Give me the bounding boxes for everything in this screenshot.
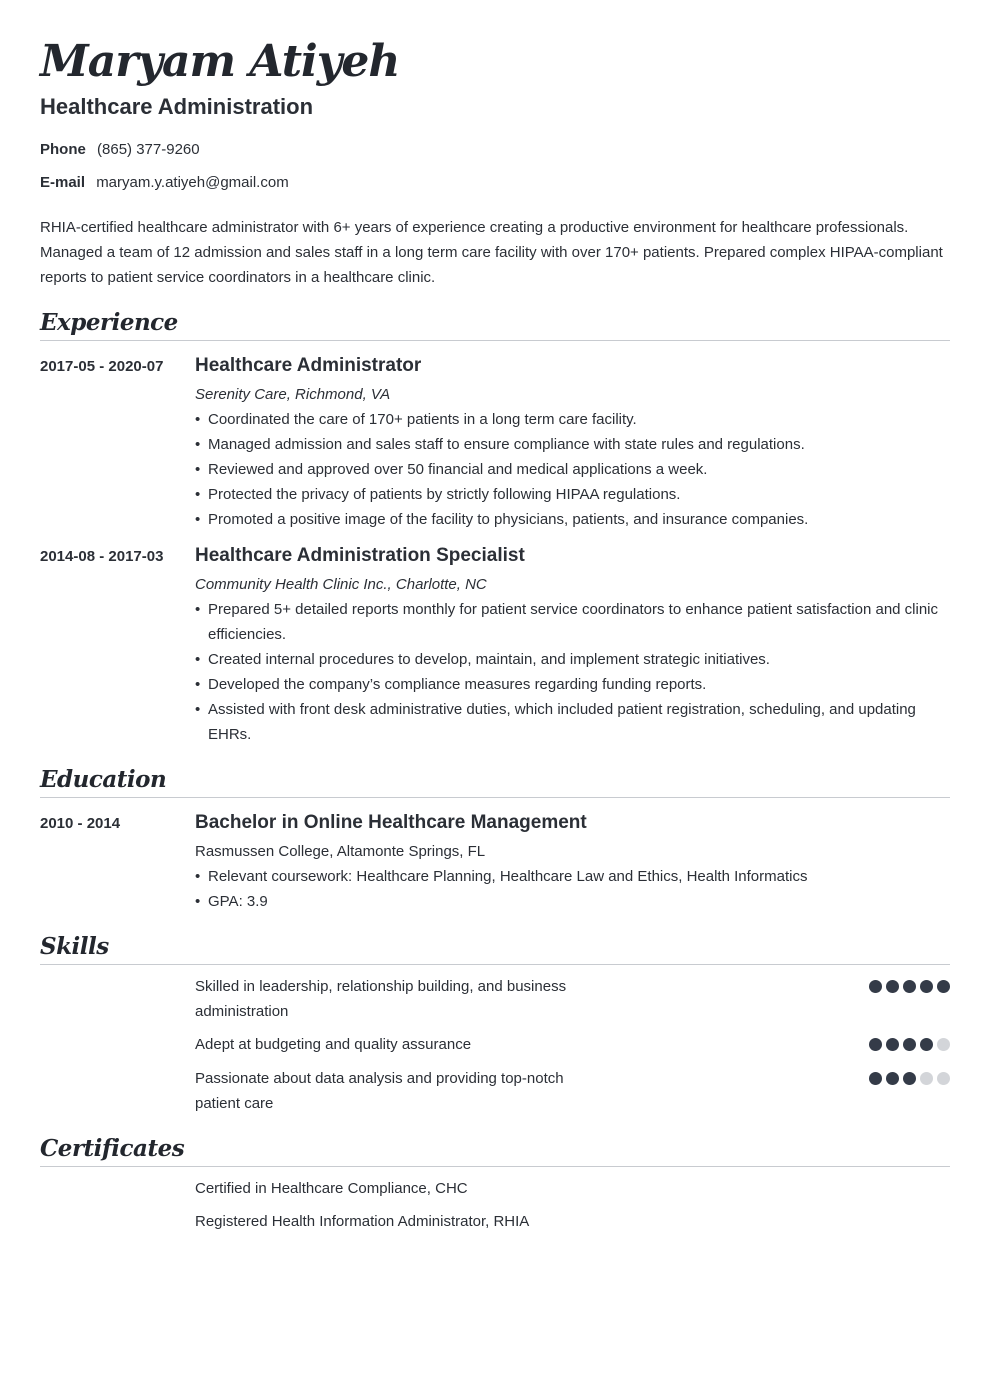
- skills-heading: [40, 930, 950, 965]
- list-item: • Relevant coursework: Healthcare Planning, Healthcare Law and Ethics, Health Informatics: [195, 864, 950, 889]
- education-body: [195, 812, 950, 914]
- list-item: • Promoted a positive image of the facility to physicians, patients, and insurance companies.: [195, 507, 950, 532]
- job-title: Healthcare Administration Specialist: [195, 545, 525, 566]
- rating-dot-filled: [886, 1038, 899, 1051]
- phone-label: Phone: [40, 141, 86, 158]
- employer: Serenity Care, Richmond, VA: [195, 386, 391, 403]
- responsibilities-list: [195, 597, 950, 747]
- degree-title: Bachelor in Online Healthcare Management: [195, 812, 587, 833]
- list-item: • Reviewed and approved over 50 financial and medical applications a week.: [195, 457, 950, 482]
- phone-row: [40, 141, 200, 159]
- experience-body: [195, 545, 950, 747]
- skill-rating: [869, 980, 950, 993]
- candidate-name: Maryam Atiyeh: [40, 36, 400, 87]
- certificates-heading: [40, 1132, 950, 1167]
- rating-dot-filled: [903, 980, 916, 993]
- experience-dates: 2014-08 - 2017-03: [40, 548, 164, 565]
- rating-dot-filled: [869, 980, 882, 993]
- list-item: • Assisted with front desk administrative duties, which included patient registration, scheduling, and updating EHRs.: [195, 697, 950, 747]
- experience-heading-text: Experience: [40, 309, 178, 336]
- experience-dates: 2017-05 - 2020-07: [40, 358, 164, 375]
- rating-dot-filled: [869, 1072, 882, 1085]
- skill-rating: [869, 1072, 950, 1085]
- skill-row: [195, 1032, 950, 1057]
- employer: Community Health Clinic Inc., Charlotte, NC: [195, 576, 487, 593]
- list-item: • Protected the privacy of patients by strictly following HIPAA regulations.: [195, 482, 950, 507]
- skills-heading-text: Skills: [40, 933, 109, 960]
- education-dates: 2010 - 2014: [40, 815, 121, 832]
- list-item: • Created internal procedures to develop, maintain, and implement strategic initiatives.: [195, 647, 950, 672]
- rating-dot-filled: [869, 1038, 882, 1051]
- certificate-item: Registered Health Information Administrator, RHIA: [195, 1213, 530, 1230]
- candidate-title: Healthcare Administration: [40, 94, 314, 119]
- education-heading-text: Education: [40, 766, 167, 793]
- responsibilities-list: [195, 407, 950, 532]
- rating-dot-filled: [886, 1072, 899, 1085]
- certificates-heading-text: Certificates: [40, 1135, 185, 1162]
- email-row: [40, 174, 289, 192]
- list-item: • GPA: 3.9: [195, 889, 950, 914]
- list-item: • Developed the company’s compliance measures regarding funding reports.: [195, 672, 950, 697]
- list-item: • Managed admission and sales staff to ensure compliance with state rules and regulations.: [195, 432, 950, 457]
- skill-row: [195, 1066, 950, 1116]
- certificate-item: Certified in Healthcare Compliance, CHC: [195, 1180, 468, 1197]
- rating-dot-filled: [903, 1038, 916, 1051]
- rating-dot-filled: [920, 1038, 933, 1051]
- skill-text: Skilled in leadership, relationship building, and business administration: [195, 978, 567, 1020]
- rating-dot-empty: [937, 1038, 950, 1051]
- rating-dot-filled: [903, 1072, 916, 1085]
- rating-dot-empty: [937, 1072, 950, 1085]
- skill-text: Passionate about data analysis and providing top-notch patient care: [195, 1070, 564, 1112]
- skill-rating: [869, 1038, 950, 1051]
- job-title: Healthcare Administrator: [195, 355, 422, 376]
- skill-text: Adept at budgeting and quality assurance: [195, 1036, 472, 1053]
- list-item: • Coordinated the care of 170+ patients in a long term care facility.: [195, 407, 950, 432]
- school-name: Rasmussen College, Altamonte Springs, FL: [195, 843, 486, 860]
- phone-value: (865) 377-9260: [97, 141, 200, 158]
- experience-heading: [40, 306, 950, 341]
- rating-dot-filled: [920, 980, 933, 993]
- rating-dot-empty: [920, 1072, 933, 1085]
- list-item: • Prepared 5+ detailed reports monthly for patient service coordinators to enhance patient satisfaction and clinic efficiencies.: [195, 597, 950, 647]
- education-details-list: [195, 864, 950, 914]
- email-value: maryam.y.atiyeh@gmail.com: [96, 174, 289, 191]
- experience-body: [195, 355, 950, 532]
- education-heading: [40, 763, 950, 798]
- rating-dot-filled: [937, 980, 950, 993]
- skill-row: [195, 974, 950, 1024]
- summary-paragraph: RHIA-certified healthcare administrator with 6+ years of experience creating a productive environment for healthcare professionals. Managed a team of 12 admission and sales staff in a long term care facility with over 170+ patients. Prepared complex HIPAA-compliant reports to patient service coordinators in a healthcare clinic.: [40, 219, 943, 286]
- rating-dot-filled: [886, 980, 899, 993]
- email-label: E-mail: [40, 174, 86, 191]
